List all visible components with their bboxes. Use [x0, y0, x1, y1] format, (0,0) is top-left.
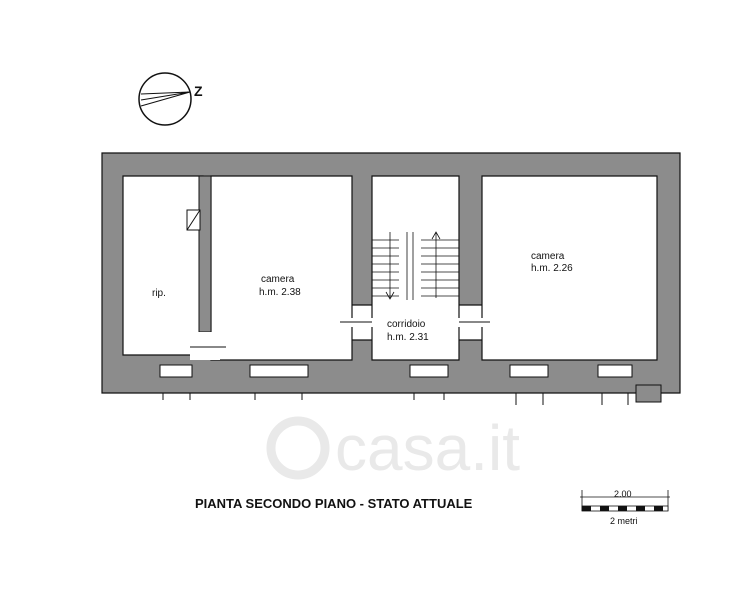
- wall-pier: [636, 385, 661, 402]
- room-height-left-camera: h.m. 2.38: [259, 287, 301, 298]
- partition-wall: [199, 176, 211, 332]
- watermark: [271, 412, 520, 484]
- compass-icon: [139, 73, 203, 125]
- walls: [102, 153, 680, 393]
- room-label-corridor: corridoio: [387, 319, 426, 330]
- scale-bar: [580, 489, 670, 526]
- room-label-storage: rip.: [152, 288, 166, 299]
- room-height-right-camera: h.m. 2.26: [531, 263, 573, 274]
- door-opening: [190, 332, 220, 360]
- scale-caption: 2 metri: [610, 516, 638, 526]
- room-label-right-camera: camera: [531, 251, 565, 262]
- watermark-text: casa.it: [335, 412, 520, 484]
- compass-north-label: Z: [194, 83, 203, 99]
- room-label-left-camera: camera: [261, 274, 295, 285]
- staircase: [372, 232, 459, 300]
- plan-title: PIANTA SECONDO PIANO - STATO ATTUALE: [195, 496, 473, 511]
- room-height-corridor: h.m. 2.31: [387, 332, 429, 343]
- scale-value: 2.00: [614, 489, 632, 499]
